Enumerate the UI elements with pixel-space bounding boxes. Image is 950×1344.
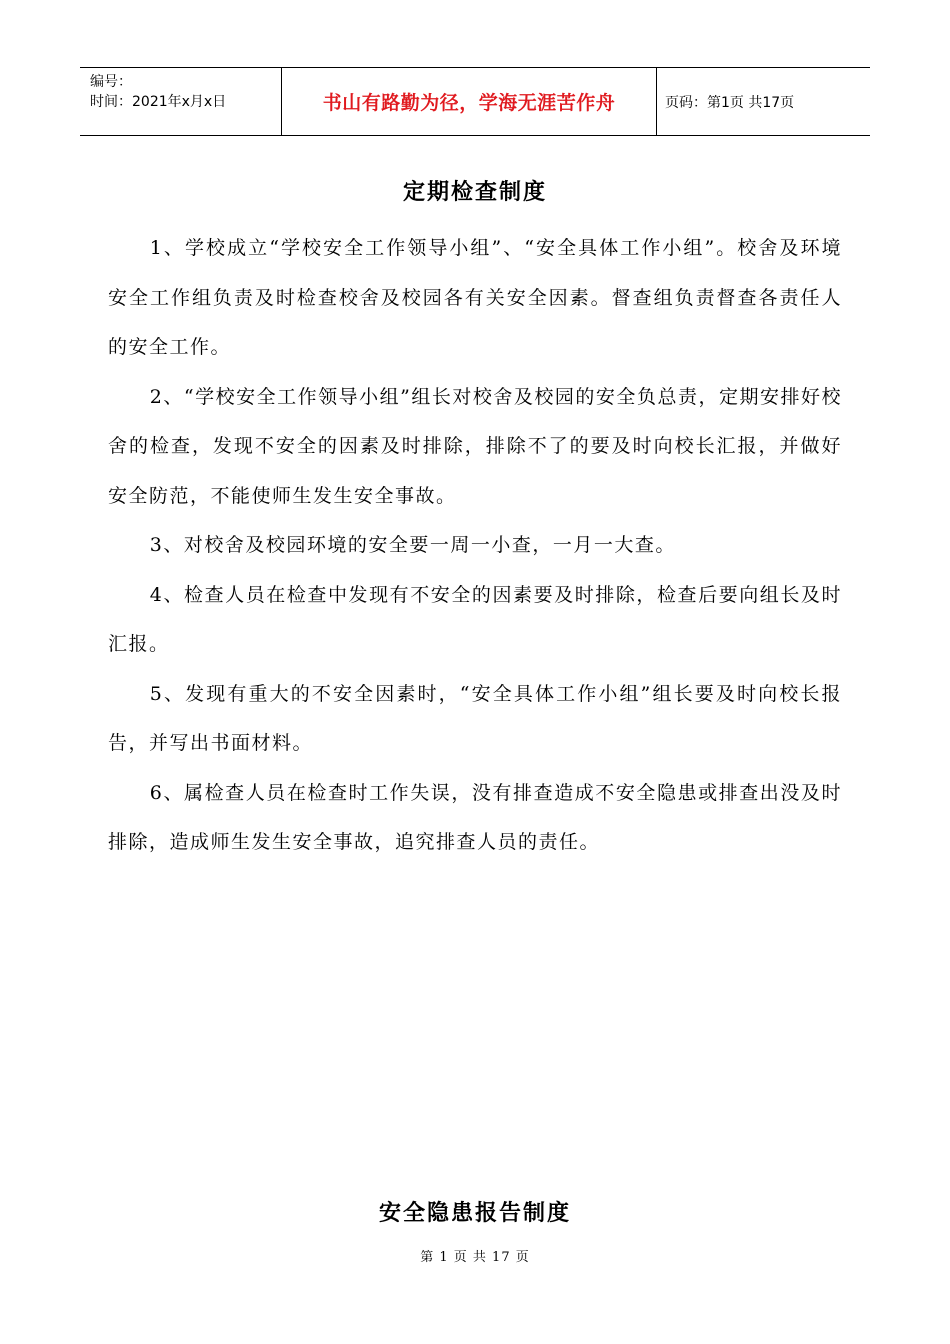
page-header [80,67,870,136]
header-motto: 书山有路勤为径，学海无涯苦作舟 [322,92,616,114]
paragraph: 4、检查人员在检查中发现有不安全的因素要及时排除，检查后要向组长及时汇报。 [108,583,842,655]
header-page-info: 页码：第1页 共17页 [665,94,795,111]
header-meta-cell [80,68,282,135]
header-motto-cell [282,68,657,135]
section-body-inspection [108,224,842,868]
paragraph: 5、发现有重大的不安全因素时，“安全具体工作小组”组长要及时向校长报告，并写出书面材料。 [108,682,842,754]
paragraph: 2、“学校安全工作领导小组”组长对校舍及校园的安全负总责，定期安排好校舍的检查，发现不安全的因素及时排除，排除不了的要及时向校长汇报，并做好安全防范，不能使师生发生安全事故。 [108,385,842,507]
paragraph: 3、对校舍及校园环境的安全要一周一小查，一月一大查。 [149,534,676,556]
document-number-label: 编号： [90,74,132,90]
section-title-inspection: 定期检查制度 [402,180,547,205]
section-title-hazard-report: 安全隐患报告制度 [378,1201,571,1226]
header-page-cell [657,68,870,135]
page-footer: 第 1 页 共 17 页 [420,1250,530,1265]
paragraph: 6、属检查人员在检查时工作失误，没有排查造成不安全隐患或排查出没及时排除，造成师生发生安全事故，追究排查人员的责任。 [108,781,842,853]
document-time-label: 时间：2021年x月x日 [90,94,227,110]
paragraph: 1、学校成立“学校安全工作领导小组”、“安全具体工作小组”。校舍及环境安全工作组负责及时检查校舍及校园各有关安全因素。督查组负责督查各责任人的安全工作。 [108,237,842,358]
